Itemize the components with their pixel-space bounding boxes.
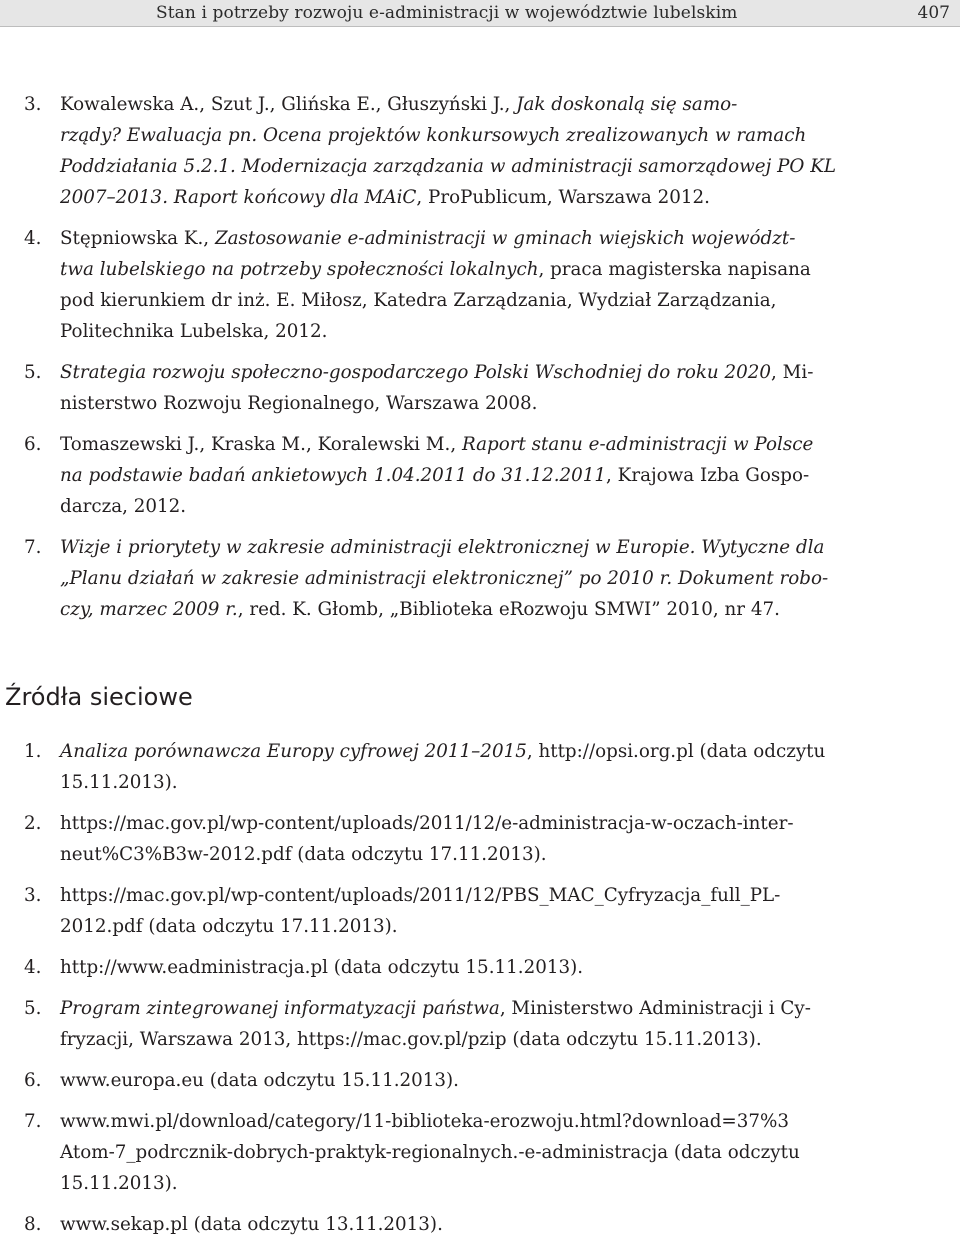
reference-entry xyxy=(24,89,954,213)
reference-line xyxy=(60,223,954,254)
reference-title-text: na podstawie badań ankietowych 1.04.2011 do 31.12.2011 xyxy=(60,465,607,486)
reference-line xyxy=(60,594,954,625)
reference-text: Politechnika Lubelska, 2012. xyxy=(60,321,328,342)
reference-line xyxy=(60,880,954,911)
reference-line xyxy=(60,460,954,491)
reference-line xyxy=(60,285,954,316)
reference-text: www.europa.eu (data odczytu 15.11.2013). xyxy=(60,1070,459,1091)
reference-entry xyxy=(24,736,954,798)
reference-line xyxy=(60,767,954,798)
reference-title-text: Wizje i priorytety w zakresie administracji elektronicznej w Europie. Wytyczne dla xyxy=(60,537,825,558)
reference-text: pod kierunkiem dr inż. E. Miłosz, Katedra Zarządzania, Wydział Zarządzania, xyxy=(60,290,777,311)
reference-number: 8. xyxy=(24,1214,42,1235)
reference-line xyxy=(60,357,954,388)
reference-title-text: rządy? Ewaluacja pn. Ocena projektów konkursowych zrealizowanych w ramach xyxy=(60,125,807,146)
running-header xyxy=(0,0,960,27)
reference-number: 3. xyxy=(24,885,42,906)
reference-entry xyxy=(24,952,954,983)
reference-line xyxy=(60,316,954,347)
reference-line xyxy=(60,1209,954,1240)
reference-text: Stępniowska K., xyxy=(60,228,215,249)
reference-line xyxy=(60,429,954,460)
running-header-title: Stan i potrzeby rozwoju e-administracji w województwie lubelskim xyxy=(156,3,738,23)
reference-line xyxy=(60,993,954,1024)
reference-entry xyxy=(24,1106,954,1199)
reference-line xyxy=(60,89,954,120)
reference-text: http://www.eadministracja.pl (data odczytu 15.11.2013). xyxy=(60,957,584,978)
reference-entry xyxy=(24,532,954,625)
reference-text: , Ministerstwo Administracji i Cy- xyxy=(499,998,811,1019)
reference-number: 5. xyxy=(24,362,42,383)
web-sources-list xyxy=(24,736,954,1250)
reference-line xyxy=(60,1106,954,1137)
reference-entry xyxy=(24,993,954,1055)
reference-line xyxy=(60,839,954,870)
reference-line xyxy=(60,491,954,522)
reference-number: 6. xyxy=(24,1070,42,1091)
reference-line xyxy=(60,254,954,285)
page-number: 407 xyxy=(917,3,950,23)
reference-number: 1. xyxy=(24,741,42,762)
reference-text: darcza, 2012. xyxy=(60,496,187,517)
reference-text: , Krajowa Izba Gospo- xyxy=(606,465,810,486)
reference-text: Atom-7_podrcznik-dobrych-praktyk-regionalnych.-e-administracja (data odczytu xyxy=(60,1142,800,1163)
reference-line xyxy=(60,911,954,942)
bibliography-list xyxy=(24,89,954,635)
reference-entry xyxy=(24,429,954,522)
reference-title-text: Program zintegrowanej informatyzacji państwa xyxy=(60,998,500,1019)
reference-entry xyxy=(24,223,954,347)
reference-text: 15.11.2013). xyxy=(60,772,178,793)
reference-title-text: 2007–2013. Raport końcowy dla MAiC xyxy=(60,187,417,208)
reference-entry xyxy=(24,1065,954,1096)
reference-text: 15.11.2013). xyxy=(60,1173,178,1194)
web-sources-heading: Źródła sieciowe xyxy=(5,683,193,711)
reference-text: 2012.pdf (data odczytu 17.11.2013). xyxy=(60,916,398,937)
reference-text: nisterstwo Rozwoju Regionalnego, Warszawa 2008. xyxy=(60,393,538,414)
reference-number: 7. xyxy=(24,537,42,558)
reference-text: , Mi- xyxy=(771,362,814,383)
reference-line xyxy=(60,736,954,767)
reference-number: 2. xyxy=(24,813,42,834)
reference-text: , http://opsi.org.pl (data odczytu xyxy=(526,741,826,762)
reference-number: 6. xyxy=(24,434,42,455)
reference-line xyxy=(60,1024,954,1055)
reference-number: 4. xyxy=(24,228,42,249)
reference-line xyxy=(60,532,954,563)
reference-text: www.sekap.pl (data odczytu 13.11.2013). xyxy=(60,1214,443,1235)
reference-title-text: twa lubelskiego na potrzeby społeczności lokalnych xyxy=(60,259,539,280)
reference-number: 5. xyxy=(24,998,42,1019)
reference-line xyxy=(60,182,954,213)
reference-title-text: Analiza porównawcza Europy cyfrowej 2011–2015 xyxy=(60,741,527,762)
reference-text: , red. K. Głomb, „Biblioteka eRozwoju SMWI” 2010, nr 47. xyxy=(237,599,780,620)
reference-entry xyxy=(24,808,954,870)
reference-title-text: Zastosowanie e-administracji w gminach wiejskich województ- xyxy=(214,228,796,249)
reference-text: neut%C3%B3w-2012.pdf (data odczytu 17.11.2013). xyxy=(60,844,547,865)
reference-line xyxy=(60,388,954,419)
reference-line xyxy=(60,1137,954,1168)
reference-text: , praca magisterska napisana xyxy=(538,259,811,280)
reference-number: 3. xyxy=(24,94,42,115)
reference-number: 7. xyxy=(24,1111,42,1132)
reference-title-text: Strategia rozwoju społeczno-gospodarczego Polski Wschodniej do roku 2020 xyxy=(60,362,772,383)
reference-text: , ProPublicum, Warszawa 2012. xyxy=(416,187,710,208)
reference-line xyxy=(60,151,954,182)
reference-line xyxy=(60,120,954,151)
reference-text: Tomaszewski J., Kraska M., Koralewski M., xyxy=(60,434,462,455)
reference-title-text: Jak doskonalą się samo- xyxy=(516,94,738,115)
reference-entry xyxy=(24,1209,954,1240)
reference-text: fryzacji, Warszawa 2013, https://mac.gov.pl/pzip (data odczytu 15.11.2013). xyxy=(60,1029,762,1050)
reference-line xyxy=(60,1168,954,1199)
reference-text: https://mac.gov.pl/wp-content/uploads/2011/12/e-administracja-w-oczach-inter- xyxy=(60,813,794,834)
reference-title-text: czy, marzec 2009 r. xyxy=(60,599,238,620)
reference-line xyxy=(60,952,954,983)
reference-title-text: „Planu działań w zakresie administracji elektronicznej” po 2010 r. Dokument robo- xyxy=(60,568,829,589)
reference-title-text: Poddziałania 5.2.1. Modernizacja zarządzania w administracji samorządowej PO KL xyxy=(60,156,836,177)
reference-text: www.mwi.pl/download/category/11-biblioteka-erozwoju.html?download=37%3 xyxy=(60,1111,789,1132)
reference-text: Kowalewska A., Szut J., Glińska E., Głuszyński J., xyxy=(60,94,517,115)
reference-line xyxy=(60,1065,954,1096)
reference-entry xyxy=(24,880,954,942)
reference-number: 4. xyxy=(24,957,42,978)
reference-entry xyxy=(24,357,954,419)
reference-line xyxy=(60,808,954,839)
reference-text: https://mac.gov.pl/wp-content/uploads/2011/12/PBS_MAC_Cyfryzacja_full_PL- xyxy=(60,885,781,906)
reference-title-text: Raport stanu e-administracji w Polsce xyxy=(461,434,814,455)
reference-line xyxy=(60,563,954,594)
